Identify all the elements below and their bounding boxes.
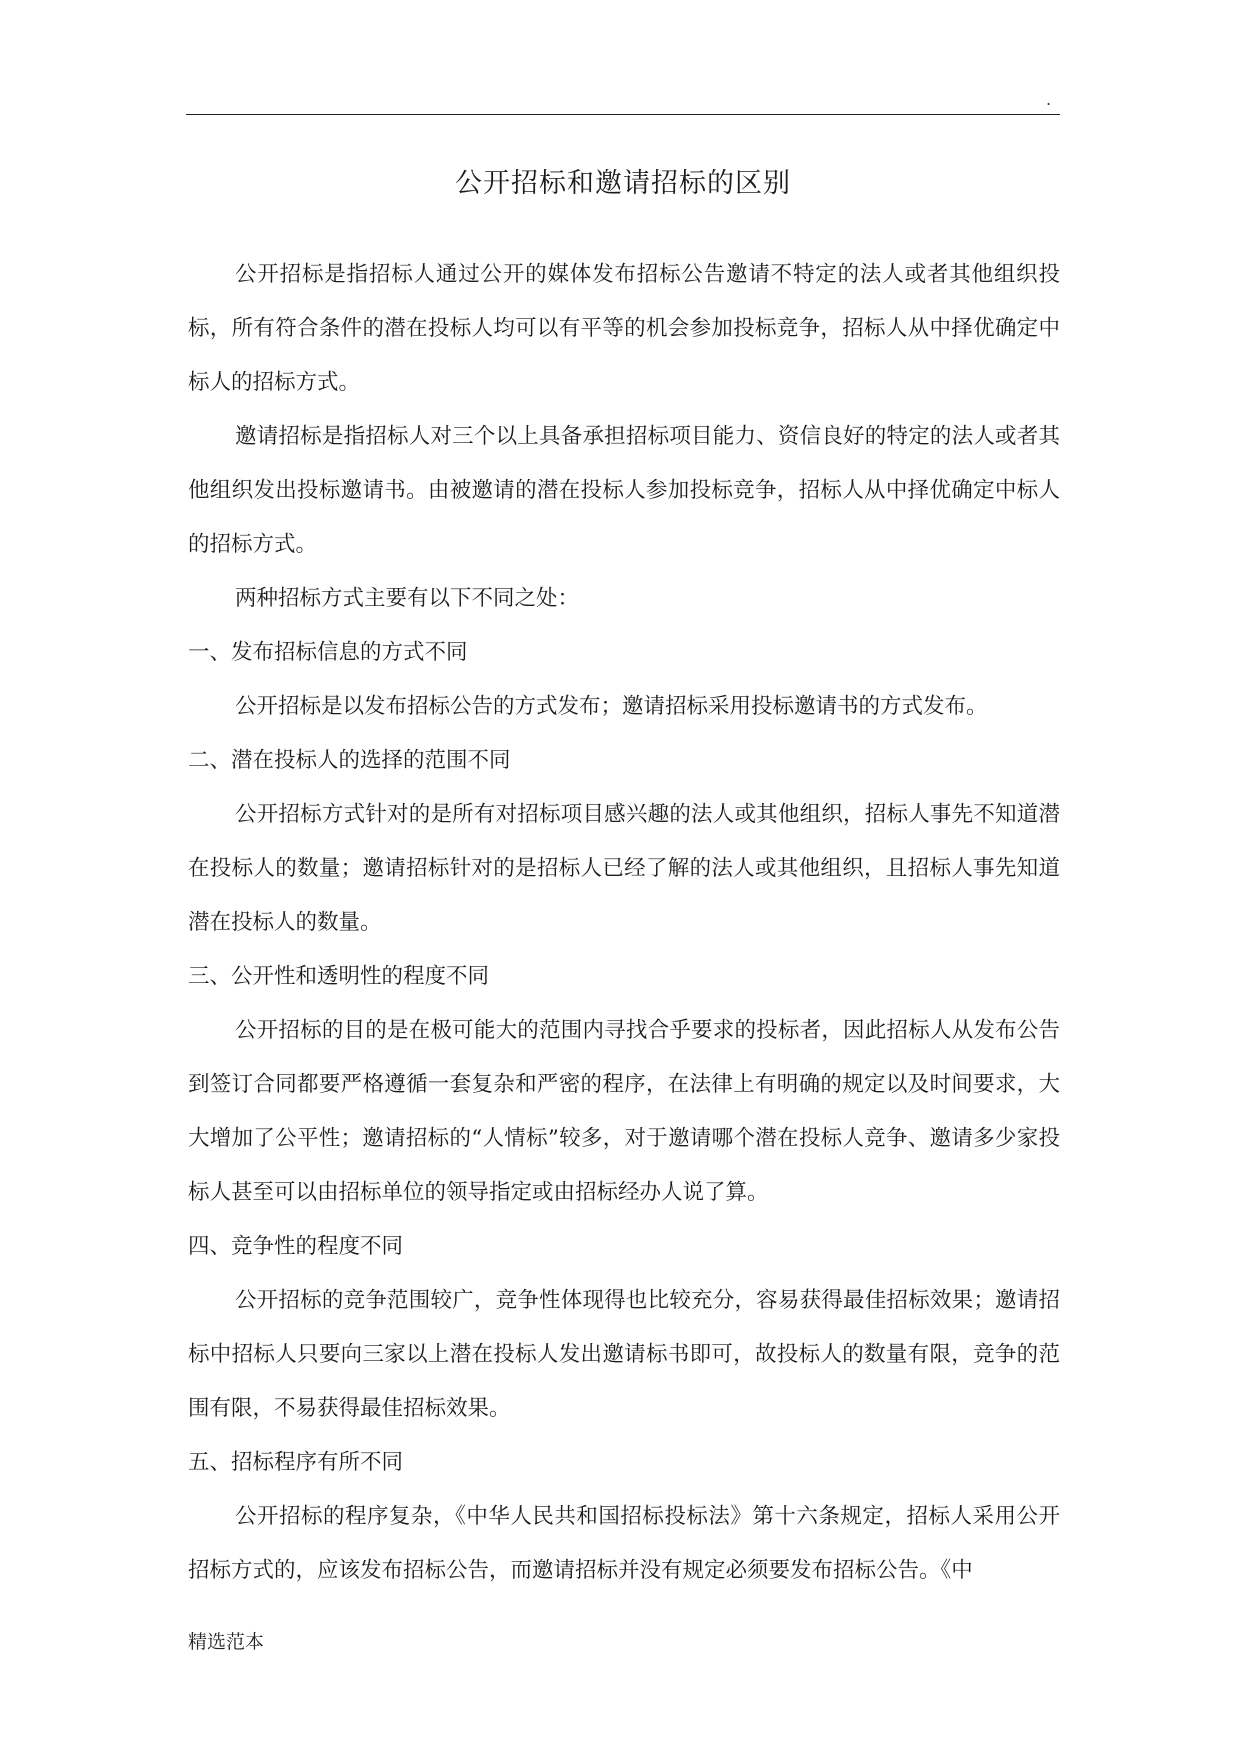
section-heading: 一、发布招标信息的方式不同	[188, 640, 468, 665]
body-paragraph: 公开招标的目的是在极可能大的范围内寻找合乎要求的投标者，因此招标人从发布公告到签订合同都要严格遵循一套复杂和严密的程序，在法律上有明确的规定以及时间要求，大大增加了公平性；邀请招标的“人情标”较多，对于邀请哪个潜在投标人竞争、邀请多少家投标人甚至可以由招标单位的领导指定或由招标经办人说了算。	[188, 1018, 1060, 1205]
body-paragraph: 公开招标是指招标人通过公开的媒体发布招标公告邀请不特定的法人或者其他组织投标，所有符合条件的潜在投标人均可以有平等的机会参加投标竞争，招标人从中择优确定中标人的招标方式。	[188, 262, 1060, 395]
body-paragraph: 公开招标的程序复杂，《中华人民共和国招标投标法》第十六条规定，招标人采用公开招标方式的，应该发布招标公告，而邀请招标并没有规定必须要发布招标公告。《中	[188, 1504, 1060, 1583]
header-mark: .	[1046, 90, 1052, 109]
section-heading: 四、竞争性的程度不同	[188, 1234, 404, 1259]
body-paragraph: 公开招标的竞争范围较广，竞争性体现得也比较充分，容易获得最佳招标效果；邀请招标中招标人只要向三家以上潜在投标人发出邀请标书即可，故投标人的数量有限，竞争的范围有限，不易获得最佳招标效果。	[188, 1288, 1060, 1421]
body-paragraph: 两种招标方式主要有以下不同之处：	[235, 586, 580, 611]
header-rule	[186, 114, 1060, 115]
document-body	[188, 248, 1060, 1598]
body-paragraph: 公开招标是以发布招标公告的方式发布；邀请招标采用投标邀请书的方式发布。	[235, 694, 988, 719]
body-paragraph: 公开招标方式针对的是所有对招标项目感兴趣的法人或其他组织，招标人事先不知道潜在投标人的数量；邀请招标针对的是招标人已经了解的法人或其他组织，且招标人事先知道潜在投标人的数量。	[188, 802, 1060, 935]
footer-text: 精选范本	[188, 1631, 265, 1653]
body-paragraph: 邀请招标是指招标人对三个以上具备承担招标项目能力、资信良好的特定的法人或者其他组织发出投标邀请书。由被邀请的潜在投标人参加投标竞争，招标人从中择优确定中标人的招标方式。	[188, 424, 1060, 557]
section-heading: 三、公开性和透明性的程度不同	[188, 964, 490, 989]
section-heading: 五、招标程序有所不同	[188, 1450, 404, 1475]
section-heading: 二、潜在投标人的选择的范围不同	[188, 748, 511, 773]
document-title: 公开招标和邀请招标的区别	[455, 168, 791, 199]
